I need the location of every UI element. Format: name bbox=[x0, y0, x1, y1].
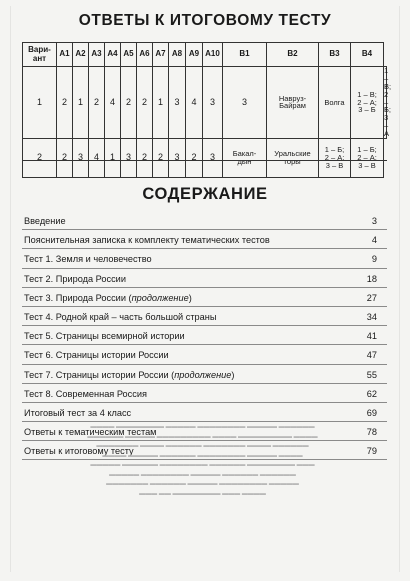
header-cell: В2 bbox=[267, 43, 319, 67]
answers-header-row bbox=[23, 43, 387, 67]
answers-table bbox=[22, 42, 392, 178]
cell: 2 bbox=[57, 67, 73, 139]
cell: 1 – Б; 2 – А; 3 – В bbox=[319, 138, 351, 177]
cell: 2 bbox=[23, 138, 57, 177]
header-cell: А10 bbox=[203, 43, 223, 67]
cell: Уральские горы bbox=[267, 138, 319, 177]
cell: 3 bbox=[223, 67, 267, 139]
toc-page: 79 bbox=[366, 446, 377, 457]
toc-label: Тест 2. Природа России bbox=[24, 273, 126, 284]
toc-row[interactable] bbox=[22, 307, 387, 326]
cell: 2 bbox=[186, 138, 203, 177]
answers-row-1 bbox=[23, 67, 387, 139]
cell: 3 bbox=[203, 67, 223, 139]
header-cell: В3 bbox=[319, 43, 351, 67]
header-cell: А3 bbox=[89, 43, 105, 67]
faded-imprint-block: ▬▬▬▬ ▬▬▬▬▬▬▬▬ ▬▬▬▬▬ ▬▬▬▬▬▬▬▬ ▬▬▬▬▬ ▬▬▬▬▬▬ ▬▬▬▬▬▬ ▬▬▬▬▬ ▬▬▬▬▬▬▬▬▬ ▬▬▬▬ ▬▬▬▬▬▬▬▬▬ ▬▬▬▬ ▬▬▬▬▬▬▬ ▬▬▬▬ ▬▬▬▬▬▬ ▬▬▬▬▬▬▬ ▬▬▬▬ ▬▬▬▬▬▬ ▬▬▬▬ ▬▬▬▬▬ ▬▬▬▬▬▬ ▬▬▬▬▬▬▬▬ ▬▬▬▬▬ ▬▬▬▬ ▬▬▬▬▬ ▬▬▬▬▬▬ ▬▬▬▬▬▬▬▬ ▬▬▬▬▬▬ ▬▬▬▬▬▬▬▬ ▬▬▬ ▬▬▬▬▬ ▬▬▬▬▬▬▬▬ ▬▬▬▬▬ ▬▬▬▬▬▬ ▬▬▬▬▬▬ ▬▬▬▬▬▬▬ ▬▬▬▬▬▬ ▬▬▬▬▬ ▬▬▬▬▬▬▬▬ ▬▬▬▬▬ ▬▬▬ ▬▬ ▬▬▬▬▬▬▬▬ ▬▬▬ ▬▬▬▬ bbox=[87, 424, 318, 497]
toc-page: 78 bbox=[366, 427, 377, 438]
header-cell: А6 bbox=[137, 43, 153, 67]
header-cell: А1 bbox=[57, 43, 73, 67]
toc-label: Итоговый тест за 4 класс bbox=[24, 407, 132, 418]
toc-page: 69 bbox=[366, 407, 377, 418]
cell: 3 bbox=[203, 138, 223, 177]
answers-title: ОТВЕТЫ К ИТОГОВОМУ ТЕСТУ bbox=[78, 12, 332, 29]
toc-label-main: Тест 7. Страницы истории России ( bbox=[24, 369, 175, 380]
cell: 1 – В; 2 – А; 3 – Б bbox=[351, 67, 384, 139]
header-cell: В1 bbox=[223, 43, 267, 67]
cell: 1 bbox=[73, 67, 89, 139]
toc-row[interactable] bbox=[22, 345, 387, 364]
toc-label: Тест 4. Родной край – часть большой страны bbox=[24, 311, 217, 322]
toc-label: Тест 6. Страницы истории России bbox=[24, 350, 169, 361]
cell: 1 bbox=[153, 67, 169, 139]
toc-label-main: Тест 3. Природа России ( bbox=[24, 292, 132, 303]
cell: 1 – Б; 2 – А; 3 – В bbox=[351, 138, 384, 177]
toc-label-note: продолжение bbox=[174, 369, 232, 380]
cell: 1 bbox=[23, 67, 57, 139]
toc-label: Тест 1. Земля и человечество bbox=[24, 254, 152, 265]
cell: 2 bbox=[137, 138, 153, 177]
header-cell: А9 bbox=[186, 43, 203, 67]
cell: 2 bbox=[121, 67, 137, 139]
toc-label: Ответы к итоговому тесту bbox=[24, 446, 134, 457]
toc-label-note: продолжение bbox=[131, 292, 189, 303]
toc-page: 4 bbox=[371, 235, 377, 246]
toc-row[interactable] bbox=[22, 269, 387, 288]
cell: 2 bbox=[153, 138, 169, 177]
toc-page: 55 bbox=[366, 369, 377, 380]
cell: 1 bbox=[105, 138, 121, 177]
toc-label-close: ) bbox=[188, 292, 192, 303]
cell: 2 bbox=[137, 67, 153, 139]
cell: Волга bbox=[319, 67, 351, 139]
cell: 4 bbox=[105, 67, 121, 139]
cell: 3 bbox=[169, 138, 186, 177]
cell: Бакал- дын bbox=[223, 138, 267, 177]
toc-row[interactable] bbox=[22, 211, 387, 230]
cell: 3 bbox=[73, 138, 89, 177]
toc-title: СОДЕРЖАНИЕ bbox=[142, 185, 268, 203]
section-divider bbox=[22, 160, 387, 161]
cell: 2 bbox=[57, 138, 73, 177]
cell: 2 bbox=[89, 67, 105, 139]
toc-label: Ответы к тематическим тестам bbox=[24, 427, 157, 438]
toc-row[interactable] bbox=[22, 288, 387, 307]
header-cell: Вари- ант bbox=[23, 43, 57, 67]
toc-row[interactable] bbox=[22, 384, 387, 403]
toc-label: Тест 5. Страницы всемирной истории bbox=[24, 331, 185, 342]
toc-label-close: ) bbox=[231, 369, 235, 380]
cell: 4 bbox=[89, 138, 105, 177]
header-cell: А8 bbox=[169, 43, 186, 67]
toc-row[interactable] bbox=[22, 403, 387, 422]
cell: Навруз- Байрам bbox=[267, 67, 319, 139]
header-cell: А4 bbox=[105, 43, 121, 67]
toc-label: Тест 8. Современная Россия bbox=[24, 388, 147, 399]
toc-page: 47 bbox=[366, 350, 377, 361]
toc-page: 9 bbox=[371, 254, 377, 265]
toc-page: 62 bbox=[366, 388, 377, 399]
header-cell: А7 bbox=[153, 43, 169, 67]
toc-label: Пояснительная записка к комплекту тематических тестов bbox=[24, 235, 270, 246]
cell: 3 bbox=[121, 138, 137, 177]
toc-row[interactable] bbox=[22, 249, 387, 268]
toc-label bbox=[24, 366, 234, 384]
header-cell: А5 bbox=[121, 43, 137, 67]
cell: 1 – В; 2 – Б; 3 – А bbox=[384, 66, 392, 138]
cell: 4 bbox=[186, 67, 203, 139]
toc-page: 3 bbox=[371, 216, 377, 226]
toc-page: 18 bbox=[366, 273, 377, 284]
toc-page: 41 bbox=[366, 331, 377, 342]
toc-label: Введение bbox=[24, 216, 66, 226]
toc-row[interactable] bbox=[22, 365, 387, 384]
toc-row[interactable] bbox=[22, 326, 387, 345]
toc-page: 34 bbox=[366, 311, 377, 322]
cell: 3 bbox=[169, 67, 186, 139]
answers-row-2 bbox=[23, 138, 387, 177]
toc-page: 27 bbox=[366, 292, 377, 303]
header-cell: А2 bbox=[73, 43, 89, 67]
toc-label bbox=[24, 289, 192, 307]
header-cell: В4 bbox=[351, 43, 384, 67]
toc-row[interactable] bbox=[22, 230, 387, 249]
